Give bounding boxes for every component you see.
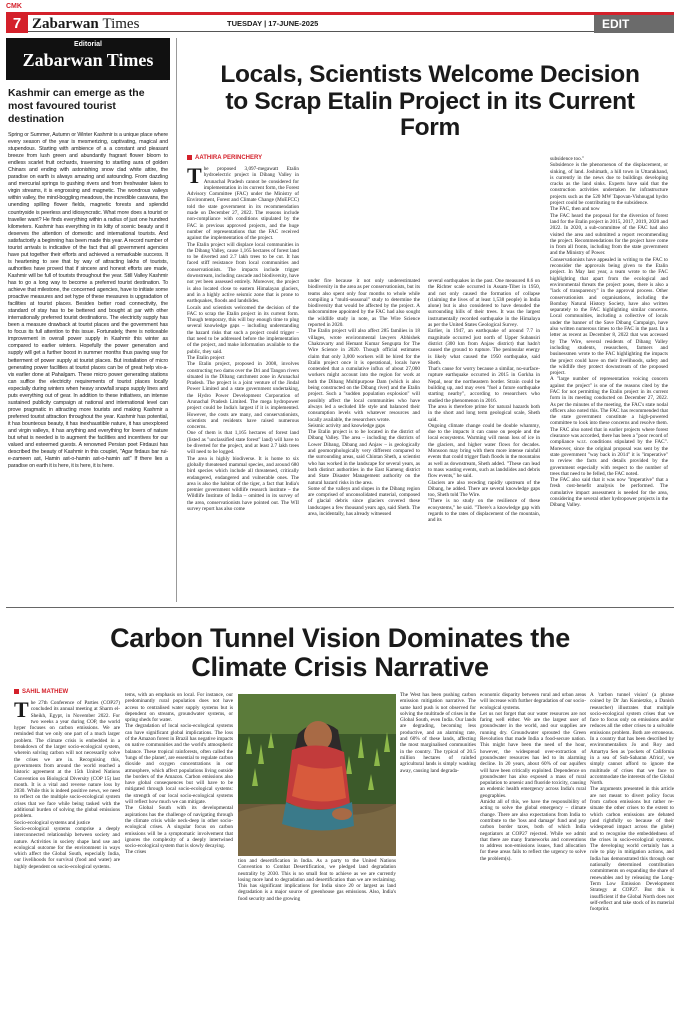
story1-column-2: under fire because it not only underestimated biodiversity in the area as per conservationists, but its teams also spent only four months to whole while compiling a "multi-seasonal" study to determine the biodiversity that would be affected by the project. A subcommittee appointed by the FAC had also sought the wildlife study in note, as The Wire Science reported in 2020. The Etalin project will also affect 285 families in 18 villages, wrote environmental lawyers Abhishek Chakravarty and Hemant Kumar Sengupta for The Wire Science in 2020. Though official estimates claim that only 3,000 workers will be hired for the Etalin project once it is operational, locals have contended that a cumulative influx of about 27,000 workers might account into the region for work at both the Dibang Multipurpose Dam (which is also being constructed on the Dibang river) and the Etalin project. Such a "sudden population explosion" will possibly affect the local communities who have always led a secluded life style and balanced their consumption levels with whatever resources and locally available, the researchers wrote. Seismic activity and knowledge gaps The Etalin project is to be located in the district of Dibang Valley. The area – including the districts of Lower Dibang, Dibang and Anjaw – is geologically and geomorphologically very different compared to the surrounding areas, said Chintan Sheth, a scientist who has worked in the landscape for several years, as both distinct authorities in the East Kameng district and State Disaster Management authority on the natural hazard risks in the area. Some of the valleys and slopes in the Dibang region are comprised of unconsolidated material, composed of glacial debris since glaciers covered these landscapes a few thousand years ago, said Sheth. The area, incidentally, has already witnessed xyxy=(308,278,420,517)
story2-headline: Carbon Tunnel Vision Dominates the Climate Crisis Narrative xyxy=(110,623,570,682)
story2-column-5: A 'carbon tunnel vision' (a phrase coined by Dr Jan Konietzko, a Danish researcher) illustrates that multiple socio-ecological system crises that we face to focus only on emissions and/or reduces all the other crises to a solvable emissions problem. Both are erroneous. In a country that has been described by environmentalists Jo and Roy and Amartya Sen as 'pockets of California in a sea of Sub-Saharan Africa', we simply cannot afford to ignore the multitude of crises that we face to accommodate the interests of the Global North. The arguments presented in this article are not meant to divert policy focus from carbon emissions but rather re-situate the other crises to the extent to which carbon emissions are debated (and rightfully so because of their widespread impact across the globe) and to recognise the embeddedness of the crises in socio-ecological systems. The developing world certainly has a role to play in mitigation actions, and India has demonstrated this through our nationally determined contribution commitments on expanding the share of renewables and by releasing the Long-Term Low Emission Development Strategy at COP27. But this is insufficient if the Global North does not self-reflect and take stock of its material footprint. xyxy=(590,692,674,913)
column-divider xyxy=(176,38,177,602)
drop-cap: T xyxy=(187,166,202,188)
editorial-label: Editorial xyxy=(73,41,102,48)
story2-col1-text: he 27th Conference of Parties (COP27) concluded its annual meeting at Sharm el-Sheikh, Egypt, in November 2022. For two weeks a year during COP, the world hyper focuses on carbon emissions. We are reminded that we only one part of a much larger problem. The climate crisis is embedded in a breakdown of the larger socio-ecological system, wherein solving carbon will not necessarily solve the crises we are in. Recognising this, governments from around the world reached a historic agreement at the 15th United Nations Convention on Biological Diversity (COP 15) last month. It is a vital and reverse nature loss by 2030. While this is indeed positive news, we need to reflect on the multiple socio-ecological system crises that we face while being tasked with the additional burden of solving the global emissions problem. Socio-ecological systems and justice Socio-ecological systems comprise a deeply interconnected relationship between society and nature. Activities in society shape land use and ecological outcome for the environment in ways which affect the Global South, especially India, our livelihoods for survival (food and water) are highly dependent on socio-ecological systems. xyxy=(14,700,120,870)
story2-column-3: tion and desertification in India. As a party to the United Nations Convention to Combat Desertification, we pledged land degradation neutrality by 2030. This is no small feat to achieve as we are currently losing more land to degradation and desertification than we are reclaiming. This has significant implications for India since 20 or largest as land degradation is a major source of greenhouse gas emissions. Also, India's food security and the growing xyxy=(238,858,396,902)
story1-column-4: subsidence too." Subsidence is the phenomenon of the displacement, or sinking, of land. Joshimath, a hill town in Uttarakhand, is currently in the news due to buildings developing cracks as the land sinks. Experts have said that the construction activities undertaken for infrastructure projects such as the 520 MW Tapovan-Vishnugad hydro project could be contributing to the subsidence. The FAC, then and now The FAC heard the proposal for the diversion of forest land for the Etalin project in 2015, 2017, 2019, 2020 and 2022. In 2020, a sub-committee of the FAC had also visited the area and submitted a report recommending the project. Recommendations for the project have come in from all fronts, including from the state government and the Ministry of Power. Conservationists have appealed in writing to the FAC to reconsider the approvals being given to the Etalin project. In May last year, a team wrote to the FAC highlighting that apart from the ecological and environmental threats the project poses, there is also a "lack of transparency" in the approval process. Other conservationists and organisations, including the Bombay Natural History Society, have also written separately to the FAC highlighting similar concerns. Local communities, including a collective of locals under the banner of the Save Dibang Campaign, have also written numerous times to the FAC in the past. In a letter as recent as December 8, 2022 that was accessed by The Wire, several residents of Dibang Valley including students, researchers, farmers and businessmen wrote to the FAC highlighting the impacts the project could have on their livelihoods, safety and the wildlife they protect downstream of the proposed project. A "large number of representation voicing concern against the project" is one of the reasons cited by the FAC for not permitting the Etalin project in its current form in its meeting conducted on December 27, 2022. As per the minutes of the meeting, the FAC's state nodal officers also noted this. The FAC has recommended that the state government constitute a high-powered committee to look into these concerns and resolve them. The FAC also noted that in earlier projects where forest clearance was accorded, there has been a "poor record of compliance w.r.t. conditions stipulated by the FAC". Moreover, since the original proposal was sent by the state government "way back in 2014" it is "imperative" to review the facts and details provided by the government especially with respect to the number of trees that need to be felled, the FAC noted. The FAC also said that it was now "imperative" that a fresh cost-benefit analysis be performed. The cumulative impact assessment is needed for the area, considering the several other hydropower projects in the Dibang Valley. xyxy=(550,156,668,509)
editorial-column xyxy=(6,38,170,602)
story2-column-2: tems, with an emphasis on local. For instance, our predominantly rural population does not have access to centralised water supply systems but is dependent on streams, groundwater systems, or spring sheds for water. The degradation of local socio-ecological systems can have significant global implications. The loss of the Amazon forest in Brazil has negative impacts on native communities and the world's atmospheric balance. These tropical rainforests, often called the 'lungs of the planet', are essential to regulate carbon dioxide and oxygen concentrations in our atmosphere, which affect populations living outside the borders of the Amazon. Carbon emissions also have global consequences but will have to be mitigated through local socio-ecological systems: the strength of our local socio-ecological systems will reflect how much we can mitigate. The Global South with its developmental aspirations has the challenge of navigating through the climate crisis while neck-deep in other socio-ecological crises. A singular focus on carbon emissions will be a symptomatic involvement that ignores the complexity of a deeply intertwined socio-ecological system that is slowly decaying. The crises xyxy=(125,692,233,856)
editorial-name: Zabarwan Times xyxy=(22,50,154,70)
byline-marker-icon xyxy=(187,155,192,160)
section-divider xyxy=(6,607,674,608)
publisher-logo: CMK xyxy=(6,3,22,10)
story1-column-3: several earthquakes in the past. One measured 8.6 on the Richter scale occurred in Assam-Tibet in 1950, and not only caused the formation of collapse (claiming the lives of at least 1,538 people) in India alone) but is also considered to have denuded the surrounding hills of their trees. It was the largest instrumentally recorded earthquake in the Himalaya as per the United States Geological Survey. Earlier, in 1947, an earthquake of around 7.7 in magnitude occurred just north of Upper Subansiri district (300 km from Anjaw district) that hadn't caused the ground to rupture. The peninsular energy is likely what caused the 1950 earthquake, said Sheth. That's cause for worry because a similar, no-surface-rupture earthquake occurred in 2015 in Gorkha in Nepal, near the northeastern border. Strain could be building up, and may even "fuel a future earthquake starting nearby", according to researchers who studied the phenomenon in 2016. The area is therefore prime for natural hazards both in the short and long term geological scale, Sheth said. Ongoing climate change could be double whammy, due to the impacts it can cause on people and the local ecosystems. Warming will mean loss of ice in the glaciers, and higher water flows for decades. Monsoon may bring with them more intense rainfall events that could trigger flash floods in the mountains as well as downstream, Sheth added. "These can lead to mass wasting events, such as landslides and debris flow events," he said. Glaciers are also receding rapidly upstream of the Dibang, he added. There are several knowledge gaps too, Sheth told The Wire. "There is no study on the resilience of these ecosystems," he said. "There's a knowledge gap with regards to the rates of displacement of the mountain, and its xyxy=(428,278,540,524)
story1-byline-text: AATHIRA PERINCHERY xyxy=(195,155,263,161)
farmer-field-illustration xyxy=(238,694,396,856)
story1-column-1 xyxy=(187,166,299,598)
story1-byline xyxy=(187,154,262,162)
editorial-masthead xyxy=(6,38,170,80)
issue-date: TUESDAY | 17-JUNE-2025 xyxy=(227,19,319,28)
story1-headline: Locals, Scientists Welcome Decision to Scrap Etalin Project in its Current Form xyxy=(220,61,640,141)
page-number: 7 xyxy=(6,15,28,33)
section-label: EDIT xyxy=(594,15,674,33)
newspaper-name xyxy=(32,15,139,33)
story2-column-4: economic disparity between rural and urban areas will increase with further degradation of our socio-ecological systems. Let us not forget that our water resources are not faring well either. We are the largest user of groundwater in the world, and our supplies are running dry. Groundwater sprouted the Green Revolution that made India a food-secure nation. This might have been the need of the hour, however, the widespread over-extraction of groundwater resources has led to its alarming decline. In 20 years, about 60% of our aquifers will have been critically exploited. Dependence on groundwater has also exposed a mass of rural population to arsenic and fluoride toxicity, causing an endemic health emergency across India's rural geographies. Amidst all of this, we have the responsibility of acting to solve the global emergency – climate change. There are also expectations from India to contribute to the 'loss and damage' fund and pay carbon border taxes, both of which India negotiators at COP27 rejected. While we admit that there are many frameworks and conventions to address non-emissions issues, fund allocation for these areas fails to reflect the urgency to solve the problem(s). xyxy=(480,692,586,862)
story2-column-1 xyxy=(14,700,120,1006)
farmer-photo xyxy=(238,694,396,856)
masthead xyxy=(6,12,674,32)
story1-col1-text: he proposed 3,097-megawatt Etalin hydroelectric project in Dibang Valley in Arunachal Pradesh cannot be considered for implementation in its current form, the Forest Advisory Committee (FAC) under the Ministry of Environment, Forest and Climate Change (MoEFCC) told the state government in its recommendation made on December 27, 2022. The reasons include non-compliance with conditions stipulated by the FAC in previous approved projects, and the huge number of representations that the FAC received against the implementation of the project. The Etalin project will displace local communities in the Dibang Valley, cause 1,165 hectares of forest land to be diverted and 2.7 lakh trees to be cut. It has faced stiff resistance from local communities and conservationists. The impacts include trigger downstream, including cascade and biodiversity, have not yet been assessed entirely. Moreover, the project is also located close to eastern Himalayan glaciers, and in a highly active seismic zone that is prone to earthquakes, floods and landslides. Locals and scientists welcomed the decision of the FAC to scrap the Etalin project in its current form. Though temporary, this will buy enough time to plug several knowledge gaps – including understanding the hazard risks that such a project could trigger – that need to be addressed before the implementation of the project, and make information available to the public, they said. The Etalin project The Etalin project, proposed in 2008, involves constructing two dams over the Dri and Tangon rivers situated in the Dibang catchment zone in Arunachal Pradesh. The project is a joint venture of the Jindal Power Limited and a state government undertaking, the Hydro Power Development Corporation of Arunachal Pradesh Limited. The mega hydropower project could be India's largest if it is implemented. However, the costs are many, and conservationists, scientists and residents have raised numerous concerns. One of them is that 1,165 hectares of forest land (listed as "unclassified state forest" land) will have to be diverted for the project, and at least 2.7 lakh trees will need to be logged. The area is highly biodiverse. It is home to six globally threatened mammal species, and around 680 bird species which include all threatened, critically endangered, endangered and vulnerable ones. The area is also the habitat of the tiger, a fact that India's premier government wildlife research institute – the Wildlife Institute of India – omitted in its survey of the area, conservationists have pointed out. The WII survey report has also come xyxy=(187,166,299,513)
newspaper-name-part1: Zabarwan xyxy=(32,16,99,32)
editorial-body: Spring or Summer, Autumn or Winter Kashmir is a unique place where every season of the year is mesmerizing, captivating, magical and stupendous. Starting with ambience of a a constant and pleasant breeze from lush green and abundantly fragrant flower bloom to endless scarlet fruit orchards, traversing to startling aura of golden Chinars and ending with astonishing snow clad white attire, the paradise on earth is always amazing and astounding. From dazzling and mercurial springs to gushing rivers and from freshwater lakes to virgin streams, it is engrossing and magnetic. The wondrous valleys within valley, the mind-boggling meadows, the incredible caravans, the unending spilling flower fields, magnetic forests and splendid countryside is peerless and idiosyncratic. What more does a tourist or traveller want? He finds everything within a radius of just one hundred kilometers. Kashmir has everything in its kitty of scenic beauty and it deserves the attention of domestic and international tourists. And satisfactorily a beginning has been made this year. A record number of tourist arrivals is indicative of the fact that all government agencies have put together their efforts and achieved a remarkable success. It is heartening to see that by way of attracting lakhs of tourists, authorities have proved that if sincere and honest efforts are made, Kashmir will be full of tourists throughout the year. Still Valley Kashmir has to go a long way to become a preferred tourist destination. To achieve that milestone, the concerned agencies, have to initiate some proactive measures and set hype of these measures is upgradation of facilities at tourist places. Besides better road connectivity, the standard of stay has to be bettered and bought at par with other internationally preferred tourist destinations. The electricity supply has been a measure drawback at tourist places and the government has to focus its full attention to this issue. Fortunately, there is noticeable improvement in overall power supply in Kashmir this winter as compared to earlier winters. Hopefully the power generation and supply will get a further boost in summer months thus paving way for betterment of power supply at tourist places. But installation of micro generating power facilities at tourist places can be of great help vis-a-vis earlier done at Pahalgam. These micro power generating stations can suffice the electricity requirements of tourist places locally especially during winters when heavy snowfall snaps supply lines and puts everything out of gear. In addition to these initiatives, an intense sustained publicity campaign at national and international level can prove pragmatic in attracting more tourists and making Kashmir a preferred tourist attraction throughout the year. Kashmir has potential, it has bounteous beauty, it has inexhaustible nature, it has unexplored and virgin valleys, it has anything and everything for lovers of nature but what is needed is to augment the facilities and incentives for our valued and esteemed guests. A renowned Persian poet Firdausi has described the beauty of Kashmir in this couplet, "Agar firdaus bar rui-e-zameen ast, Hamin ast-o-hamin ast-o-hamin ast" If there lies a paradise on earth it is here, it is here, it is here. xyxy=(8,132,168,470)
drop-cap: T xyxy=(14,700,29,722)
story2-byline-text: SAHIL MATHEW xyxy=(22,689,69,695)
newspaper-name-part2: Times xyxy=(102,16,140,32)
story2-byline xyxy=(14,688,68,696)
editorial-headline: Kashmir can emerge as the most favoured tourist destination xyxy=(8,87,145,125)
story2-photo-caption: The West has been pushing carbon emission mitigation narrative. The same hard push is not observed for solving the multitude of crises in the Global South, even India. Our lands are degrading, becoming less productive, and an alarming rate, and 60% of these lands, affecting the most marginalised communities in the country. The typical of 20.5 million hectares of rainfed agricultural lands is simply washing away, causing land degrada- xyxy=(400,692,476,774)
byline-marker-icon xyxy=(14,689,19,694)
